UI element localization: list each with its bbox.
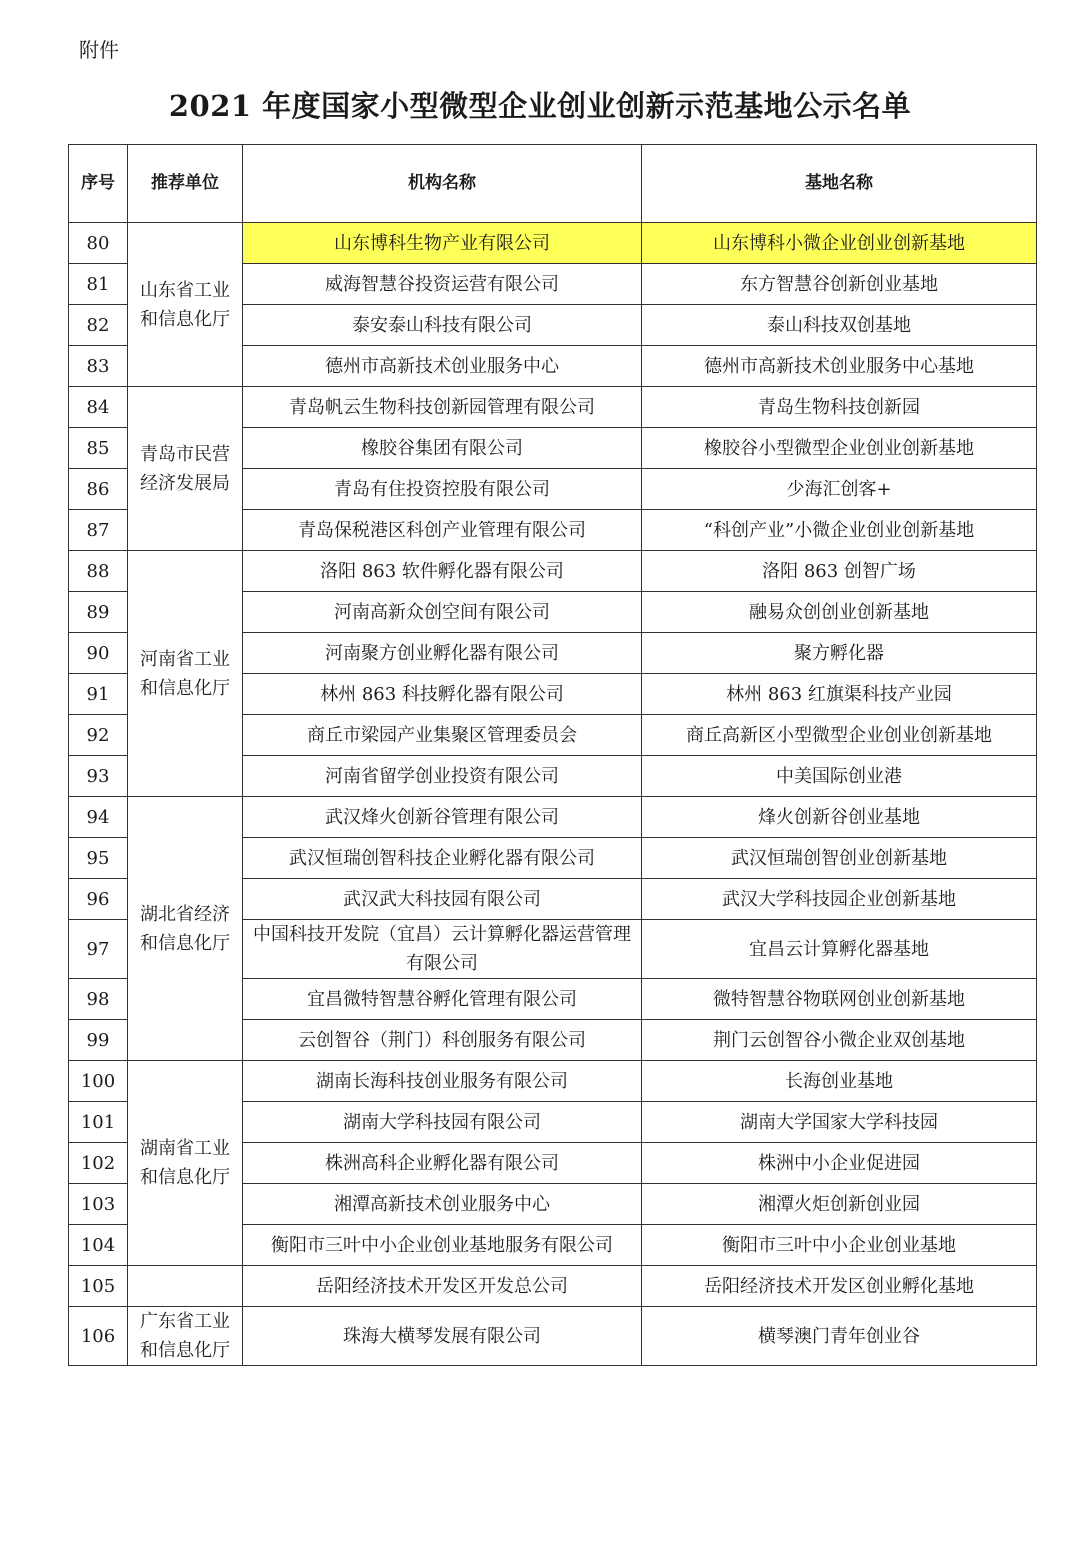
recommender-cell: 青岛市民营经济发展局 <box>128 387 243 551</box>
table-row <box>69 1266 1037 1307</box>
row-number: 82 <box>69 305 128 346</box>
header-no: 序号 <box>69 145 128 223</box>
header-recommender: 推荐单位 <box>128 145 243 223</box>
org-name-cell: 河南高新众创空间有限公司 <box>243 592 642 633</box>
table-row <box>69 1061 1037 1102</box>
org-name-cell: 衡阳市三叶中小企业创业基地服务有限公司 <box>243 1225 642 1266</box>
recommender-cell: 广东省工业和信息化厅 <box>128 1307 243 1366</box>
org-name-cell: 湖南大学科技园有限公司 <box>243 1102 642 1143</box>
base-name-cell: 岳阳经济技术开发区创业孵化基地 <box>642 1266 1037 1307</box>
row-number: 91 <box>69 674 128 715</box>
base-name-cell: 中美国际创业港 <box>642 756 1037 797</box>
org-name-cell: 林州 863 科技孵化器有限公司 <box>243 674 642 715</box>
org-name-cell: 岳阳经济技术开发区开发总公司 <box>243 1266 642 1307</box>
row-number: 103 <box>69 1184 128 1225</box>
org-name-cell: 泰安泰山科技有限公司 <box>243 305 642 346</box>
org-name-cell: 株洲高科企业孵化器有限公司 <box>243 1143 642 1184</box>
row-number: 101 <box>69 1102 128 1143</box>
base-name-cell: 湘潭火炬创新创业园 <box>642 1184 1037 1225</box>
org-name-cell: 商丘市梁园产业集聚区管理委员会 <box>243 715 642 756</box>
recommender-cell: 河南省工业和信息化厅 <box>128 551 243 797</box>
base-name-cell: 青岛生物科技创新园 <box>642 387 1037 428</box>
base-name-cell: 武汉大学科技园企业创新基地 <box>642 879 1037 920</box>
base-name-cell: 武汉恒瑞创智创业创新基地 <box>642 838 1037 879</box>
base-name-cell: 长海创业基地 <box>642 1061 1037 1102</box>
base-name-cell: 德州市高新技术创业服务中心基地 <box>642 346 1037 387</box>
org-name-cell: 青岛帆云生物科技创新园管理有限公司 <box>243 387 642 428</box>
org-name-cell: 湘潭高新技术创业服务中心 <box>243 1184 642 1225</box>
org-name-cell: 德州市高新技术创业服务中心 <box>243 346 642 387</box>
row-number: 97 <box>69 920 128 979</box>
base-name-cell: 东方智慧谷创新创业基地 <box>642 264 1037 305</box>
base-name-cell: 湖南大学国家大学科技园 <box>642 1102 1037 1143</box>
org-name-cell: 威海智慧谷投资运营有限公司 <box>243 264 642 305</box>
row-number: 99 <box>69 1020 128 1061</box>
table-row <box>69 551 1037 592</box>
org-name-cell: 武汉恒瑞创智科技企业孵化器有限公司 <box>243 838 642 879</box>
recommender-cell: 湖南省工业和信息化厅 <box>128 1061 243 1266</box>
org-name-cell: 武汉武大科技园有限公司 <box>243 879 642 920</box>
row-number: 87 <box>69 510 128 551</box>
base-name-cell: 林州 863 红旗渠科技产业园 <box>642 674 1037 715</box>
base-name-cell: 山东博科小微企业创业创新基地 <box>642 223 1037 264</box>
row-number: 89 <box>69 592 128 633</box>
base-name-cell: 橡胶谷小型微型企业创业创新基地 <box>642 428 1037 469</box>
table-row <box>69 797 1037 838</box>
org-name-cell: 青岛有住投资控股有限公司 <box>243 469 642 510</box>
page-title: 2021 年度国家小型微型企业创业创新示范基地公示名单 <box>168 89 912 123</box>
table-row <box>69 1307 1037 1366</box>
row-number: 84 <box>69 387 128 428</box>
recommender-cell: 山东省工业和信息化厅 <box>128 223 243 387</box>
row-number: 83 <box>69 346 128 387</box>
base-name-cell: 横琴澳门青年创业谷 <box>642 1307 1037 1366</box>
attachment-label: 附件 <box>79 38 119 62</box>
org-name-cell: 河南省留学创业投资有限公司 <box>243 756 642 797</box>
base-name-cell: 宜昌云计算孵化器基地 <box>642 920 1037 979</box>
base-name-cell: 烽火创新谷创业基地 <box>642 797 1037 838</box>
org-name-cell: 中国科技开发院（宜昌）云计算孵化器运营管理有限公司 <box>243 920 642 979</box>
row-number: 81 <box>69 264 128 305</box>
base-name-cell: 泰山科技双创基地 <box>642 305 1037 346</box>
org-name-cell: 珠海大横琴发展有限公司 <box>243 1307 642 1366</box>
row-number: 80 <box>69 223 128 264</box>
row-number: 98 <box>69 979 128 1020</box>
recommender-cell: 湖北省经济和信息化厅 <box>128 797 243 1061</box>
org-name-cell: 洛阳 863 软件孵化器有限公司 <box>243 551 642 592</box>
row-number: 94 <box>69 797 128 838</box>
row-number: 96 <box>69 879 128 920</box>
base-name-cell: 微特智慧谷物联网创业创新基地 <box>642 979 1037 1020</box>
table-row <box>69 387 1037 428</box>
org-name-cell: 橡胶谷集团有限公司 <box>243 428 642 469</box>
header-base: 基地名称 <box>642 145 1037 223</box>
row-number: 85 <box>69 428 128 469</box>
base-name-cell: 衡阳市三叶中小企业创业基地 <box>642 1225 1037 1266</box>
org-name-cell: 山东博科生物产业有限公司 <box>243 223 642 264</box>
base-name-cell: 荆门云创智谷小微企业双创基地 <box>642 1020 1037 1061</box>
table-row <box>69 223 1037 264</box>
base-name-cell: “科创产业”小微企业创业创新基地 <box>642 510 1037 551</box>
org-name-cell: 武汉烽火创新谷管理有限公司 <box>243 797 642 838</box>
base-name-cell: 融易众创创业创新基地 <box>642 592 1037 633</box>
org-name-cell: 云创智谷（荆门）科创服务有限公司 <box>243 1020 642 1061</box>
row-number: 95 <box>69 838 128 879</box>
base-name-cell: 少海汇创客+ <box>642 469 1037 510</box>
base-name-cell: 聚方孵化器 <box>642 633 1037 674</box>
row-number: 105 <box>69 1266 128 1307</box>
base-name-cell: 株洲中小企业促进园 <box>642 1143 1037 1184</box>
header-org: 机构名称 <box>243 145 642 223</box>
org-name-cell: 宜昌微特智慧谷孵化管理有限公司 <box>243 979 642 1020</box>
base-name-cell: 洛阳 863 创智广场 <box>642 551 1037 592</box>
row-number: 86 <box>69 469 128 510</box>
row-number: 100 <box>69 1061 128 1102</box>
row-number: 88 <box>69 551 128 592</box>
org-name-cell: 青岛保税港区科创产业管理有限公司 <box>243 510 642 551</box>
row-number: 106 <box>69 1307 128 1366</box>
table-body <box>69 223 1037 1366</box>
recommender-cell <box>128 1266 243 1307</box>
row-number: 93 <box>69 756 128 797</box>
table-header-row <box>69 145 1037 223</box>
row-number: 104 <box>69 1225 128 1266</box>
row-number: 92 <box>69 715 128 756</box>
org-name-cell: 湖南长海科技创业服务有限公司 <box>243 1061 642 1102</box>
org-name-cell: 河南聚方创业孵化器有限公司 <box>243 633 642 674</box>
base-list-table <box>68 144 1037 1366</box>
base-name-cell: 商丘高新区小型微型企业创业创新基地 <box>642 715 1037 756</box>
row-number: 102 <box>69 1143 128 1184</box>
row-number: 90 <box>69 633 128 674</box>
